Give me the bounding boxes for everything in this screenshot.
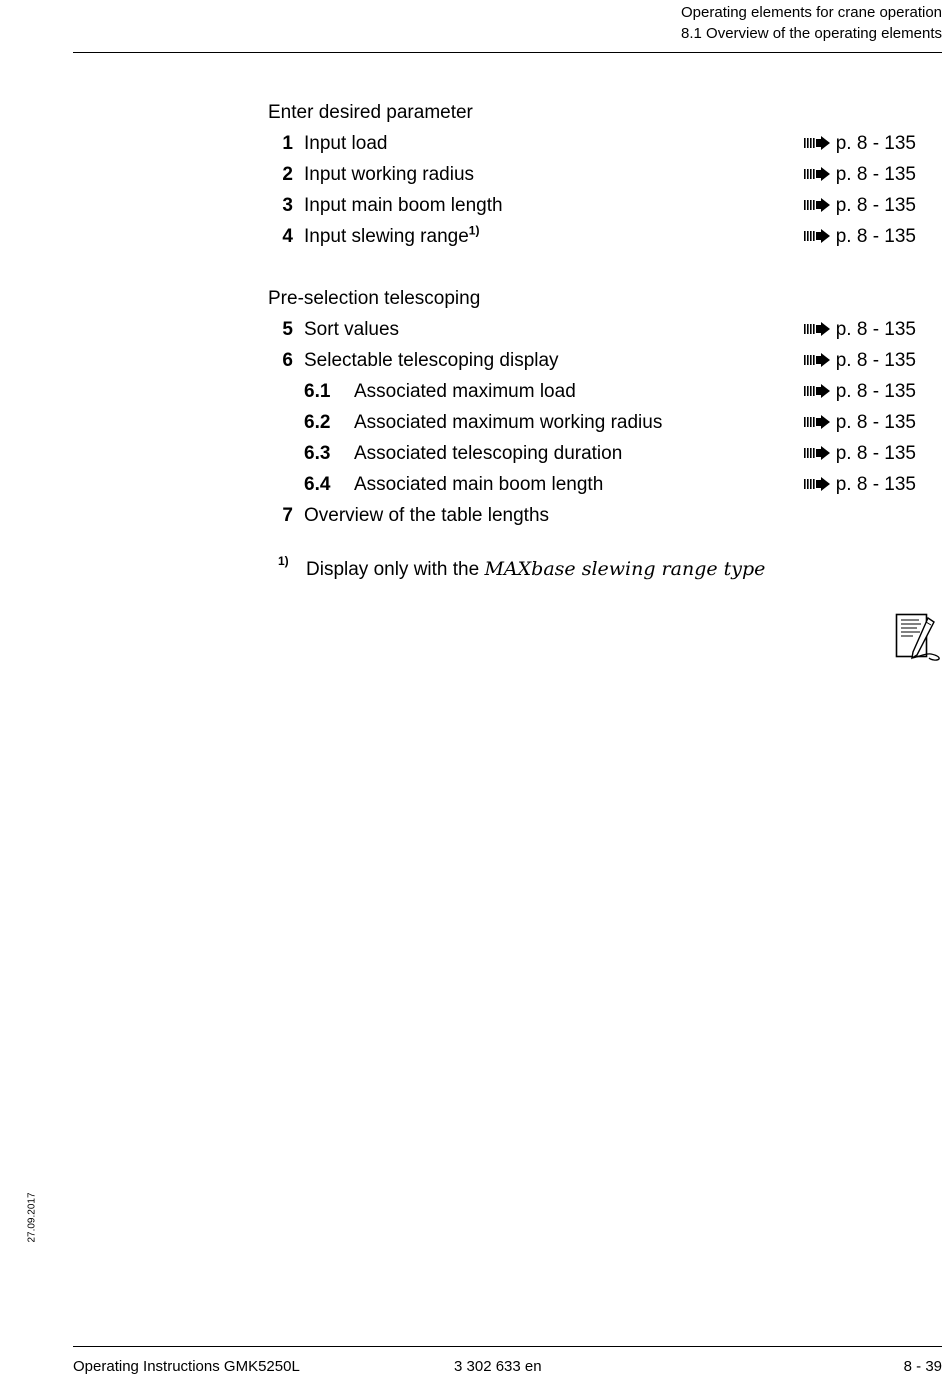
item-label: Associated maximum load — [354, 381, 576, 402]
section-spacer — [268, 255, 916, 286]
page-reference-text: p. 8 - 135 — [835, 381, 916, 402]
notebook-pencil-icon — [895, 613, 941, 661]
page-reference-link[interactable] — [804, 348, 916, 374]
item-label: Sort values — [304, 319, 400, 340]
item-number: 4 — [282, 226, 293, 247]
item-number: 6 — [282, 350, 293, 371]
footer-page-number: 8 - 39 — [903, 1358, 942, 1375]
sub-list-item — [268, 441, 916, 472]
page-reference-text: p. 8 - 135 — [835, 319, 916, 340]
item-label: Input slewing range — [304, 226, 469, 247]
page-reference-link[interactable] — [804, 410, 916, 436]
page-reference-text: p. 8 - 135 — [835, 164, 916, 185]
list-item — [268, 131, 916, 162]
page-reference-text: p. 8 - 135 — [835, 474, 916, 495]
reference-arrow-icon — [804, 322, 830, 336]
reference-arrow-icon — [804, 167, 830, 181]
footnote-emphasis: MAXbase slewing range type — [484, 558, 766, 580]
item-label: Selectable telescoping display — [304, 350, 559, 371]
page-reference-text: p. 8 - 135 — [835, 443, 916, 464]
item-number: 1 — [282, 133, 293, 154]
reference-arrow-icon — [804, 136, 830, 150]
item-number: 6.1 — [304, 381, 331, 402]
sub-list-item — [268, 472, 916, 503]
item-label: Input working radius — [304, 164, 475, 185]
document-body — [268, 100, 916, 534]
reference-arrow-icon — [804, 198, 830, 212]
section-title-pre-selection: Pre-selection telescoping — [268, 288, 481, 309]
reference-arrow-icon — [804, 384, 830, 398]
list-item — [268, 193, 916, 224]
page-reference-text: p. 8 - 135 — [835, 350, 916, 371]
item-number: 2 — [282, 164, 293, 185]
page-header — [681, 2, 942, 44]
page-reference-link[interactable] — [804, 472, 916, 498]
header-chapter: Operating elements for crane operation — [681, 4, 942, 21]
footer-document-title: Operating Instructions GMK5250L — [73, 1358, 300, 1375]
reference-arrow-icon — [804, 353, 830, 367]
item-label: Overview of the table lengths — [304, 505, 550, 526]
item-label-with-footnote — [304, 224, 479, 250]
item-number: 5 — [282, 319, 293, 340]
sub-list-item — [268, 379, 916, 410]
item-number: 6.2 — [304, 412, 331, 433]
item-number: 6.3 — [304, 443, 331, 464]
page-reference-link[interactable] — [804, 162, 916, 188]
list-item — [268, 503, 916, 534]
section-title-enter-parameter: Enter desired parameter — [268, 102, 473, 123]
page-reference-text: p. 8 - 135 — [835, 195, 916, 216]
page-reference-link[interactable] — [804, 441, 916, 467]
item-label: Associated main boom length — [354, 474, 604, 495]
page-reference-link[interactable] — [804, 131, 916, 157]
page-reference-text: p. 8 - 135 — [835, 226, 916, 247]
page-reference-link[interactable] — [804, 379, 916, 405]
footer-divider — [73, 1346, 942, 1347]
list-item — [268, 162, 916, 193]
header-divider — [73, 52, 942, 53]
reference-arrow-icon — [804, 477, 830, 491]
sub-list-item — [268, 410, 916, 441]
footnote-reference: 1) — [468, 223, 480, 238]
footnote-text-container — [306, 558, 765, 581]
page-reference-link[interactable] — [804, 193, 916, 219]
page-reference-text: p. 8 - 135 — [835, 133, 916, 154]
item-label: Associated telescoping duration — [354, 443, 623, 464]
footer-document-number: 3 302 633 en — [454, 1358, 542, 1375]
footnote-mark: 1) — [278, 554, 289, 568]
reference-arrow-icon — [804, 415, 830, 429]
revision-date: 27.09.2017 — [26, 1192, 38, 1243]
list-item — [268, 317, 916, 348]
item-label: Associated maximum working radius — [354, 412, 663, 433]
item-number: 6.4 — [304, 474, 331, 495]
item-number: 7 — [282, 505, 293, 526]
item-label: Input main boom length — [304, 195, 503, 216]
page-reference-link[interactable] — [804, 224, 916, 250]
reference-arrow-icon — [804, 446, 830, 460]
list-item — [268, 348, 916, 379]
header-section: 8.1 Overview of the operating elements — [681, 25, 942, 42]
item-label: Input load — [304, 133, 388, 154]
page-reference-link[interactable] — [804, 317, 916, 343]
page-reference-text: p. 8 - 135 — [835, 412, 916, 433]
footnote-text: Display only with the — [306, 559, 485, 580]
reference-arrow-icon — [804, 229, 830, 243]
list-item — [268, 224, 916, 255]
item-number: 3 — [282, 195, 293, 216]
